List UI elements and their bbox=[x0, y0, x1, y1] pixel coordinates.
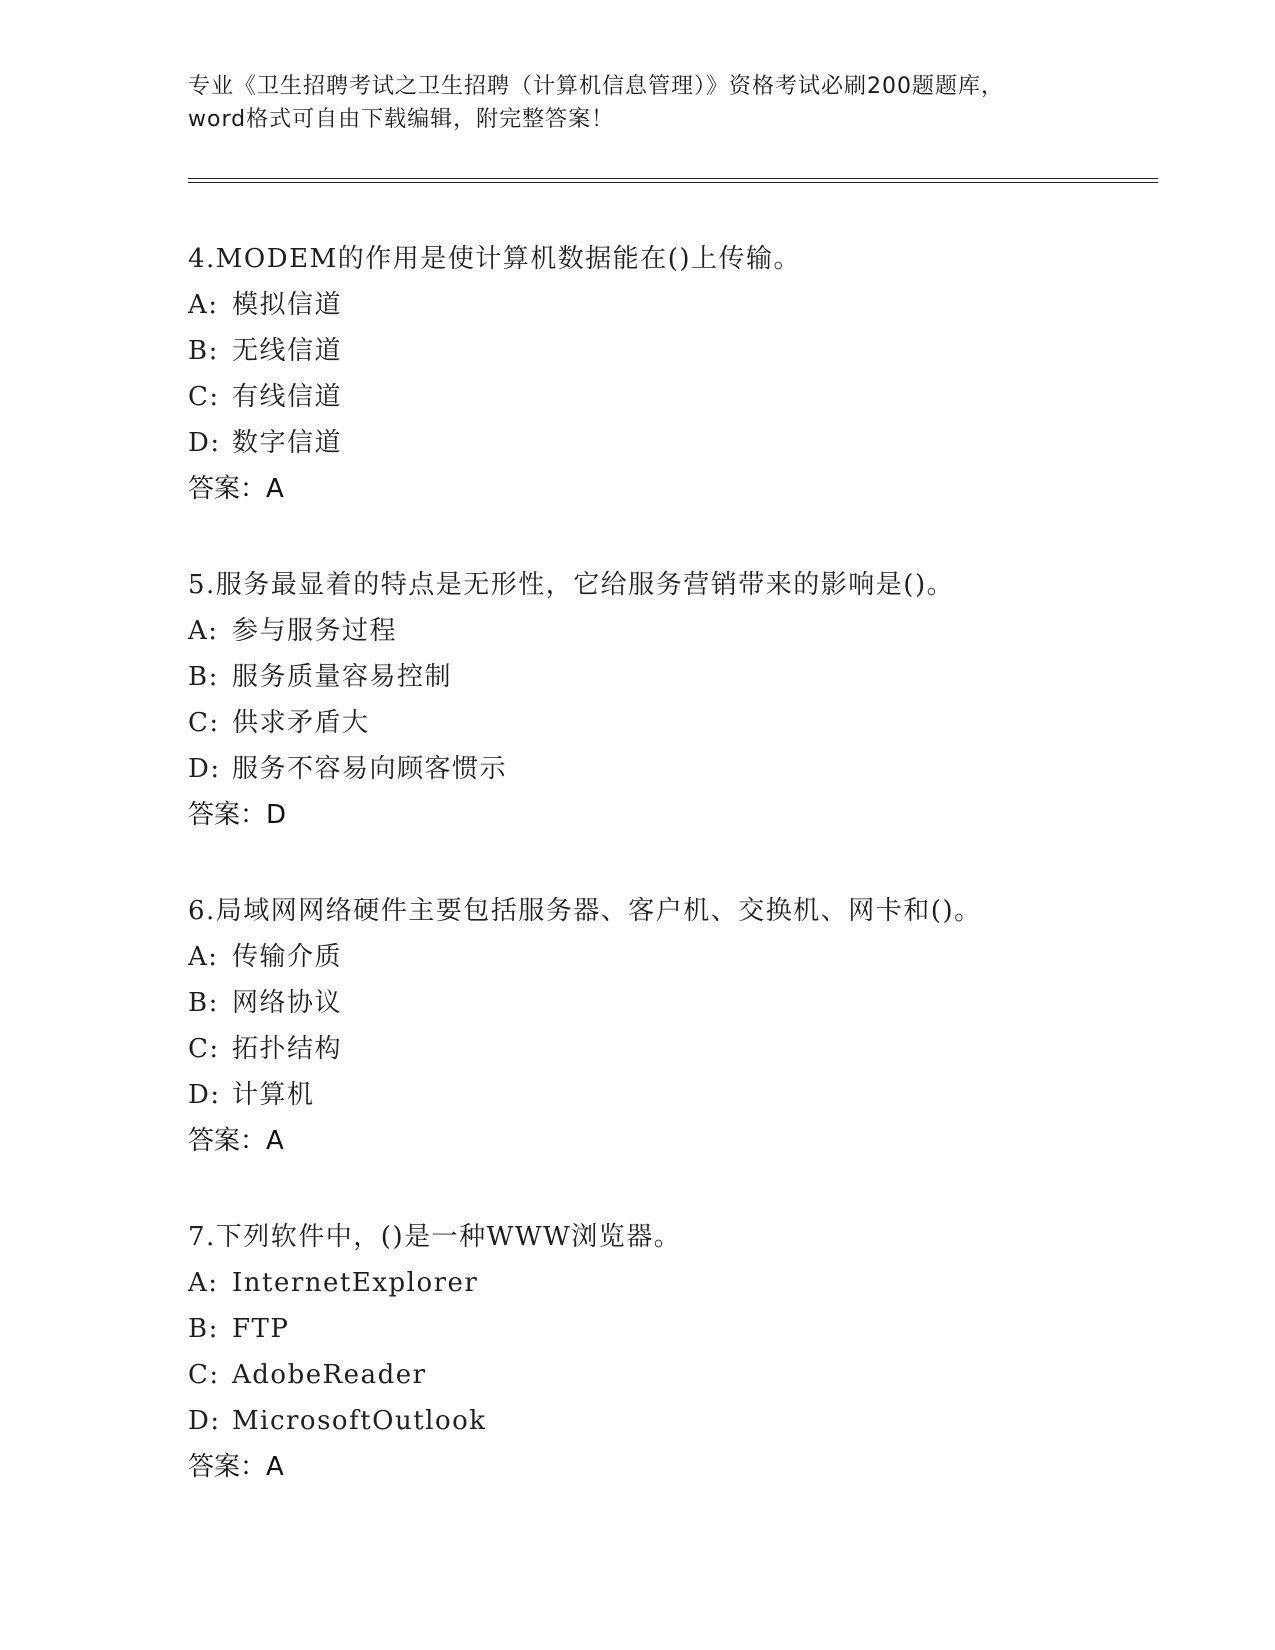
option-a bbox=[188, 934, 1148, 980]
answer-line: 答案：D bbox=[188, 800, 287, 830]
option-c bbox=[188, 1352, 1148, 1398]
option-text: 数字信道 bbox=[232, 428, 343, 458]
option-letter: A: bbox=[188, 616, 219, 646]
header-divider-top bbox=[188, 178, 1158, 179]
option-d bbox=[188, 1072, 1148, 1118]
option-text: 无线信道 bbox=[232, 336, 343, 366]
question-stem: 4.MODEM的作用是使计算机数据能在()上传输。 bbox=[188, 244, 801, 274]
option-text: 拓扑结构 bbox=[232, 1034, 343, 1064]
option-text: 模拟信道 bbox=[232, 290, 343, 320]
option-letter: A: bbox=[188, 942, 219, 972]
question-7 bbox=[188, 1214, 1148, 1490]
option-a bbox=[188, 1260, 1148, 1306]
option-d bbox=[188, 1398, 1148, 1444]
question-stem: 7.下列软件中，()是一种WWW浏览器。 bbox=[188, 1222, 682, 1252]
answer-line: 答案：A bbox=[188, 1126, 284, 1156]
answer-line: 答案：A bbox=[188, 474, 284, 504]
option-text: AdobeReader bbox=[232, 1360, 427, 1390]
option-b bbox=[188, 328, 1148, 374]
question-list bbox=[188, 236, 1148, 1540]
header-title-line-1: 专业《卫生招聘考试之卫生招聘（计算机信息管理）》资格考试必刷200题题库， bbox=[188, 74, 1004, 99]
option-d bbox=[188, 420, 1148, 466]
option-text: 供求矛盾大 bbox=[232, 708, 370, 738]
question-6 bbox=[188, 888, 1148, 1164]
answer-line: 答案：A bbox=[188, 1452, 284, 1482]
option-letter: D: bbox=[188, 754, 221, 784]
option-text: MicrosoftOutlook bbox=[232, 1406, 487, 1436]
option-text: 计算机 bbox=[232, 1080, 315, 1110]
option-b bbox=[188, 654, 1148, 700]
option-letter: B: bbox=[188, 1314, 219, 1344]
option-text: 有线信道 bbox=[232, 382, 343, 412]
option-letter: C: bbox=[188, 708, 220, 738]
option-letter: B: bbox=[188, 988, 219, 1018]
option-d bbox=[188, 746, 1148, 792]
option-letter: B: bbox=[188, 336, 219, 366]
question-5 bbox=[188, 562, 1148, 838]
question-stem: 6.局域网网络硬件主要包括服务器、客户机、交换机、网卡和()。 bbox=[188, 896, 982, 926]
option-text: 服务质量容易控制 bbox=[232, 662, 453, 692]
option-c bbox=[188, 374, 1148, 420]
option-letter: C: bbox=[188, 1360, 220, 1390]
question-4 bbox=[188, 236, 1148, 512]
question-stem: 5.服务最显着的特点是无形性，它给服务营销带来的影响是()。 bbox=[188, 570, 955, 600]
header-title-line-2: word格式可自由下载编辑，附完整答案！ bbox=[188, 107, 615, 132]
option-text: InternetExplorer bbox=[232, 1268, 479, 1298]
document-header bbox=[188, 70, 1088, 136]
option-a bbox=[188, 282, 1148, 328]
option-letter: D: bbox=[188, 1406, 221, 1436]
option-c bbox=[188, 1026, 1148, 1072]
option-text: 服务不容易向顾客惯示 bbox=[232, 754, 508, 784]
option-text: 传输介质 bbox=[232, 942, 343, 972]
option-b bbox=[188, 1306, 1148, 1352]
option-text: 参与服务过程 bbox=[232, 616, 398, 646]
option-letter: D: bbox=[188, 428, 221, 458]
option-a bbox=[188, 608, 1148, 654]
option-letter: A: bbox=[188, 1268, 219, 1298]
option-letter: C: bbox=[188, 1034, 220, 1064]
option-letter: B: bbox=[188, 662, 219, 692]
option-letter: D: bbox=[188, 1080, 221, 1110]
option-text: FTP bbox=[232, 1314, 290, 1344]
option-text: 网络协议 bbox=[232, 988, 343, 1018]
option-letter: C: bbox=[188, 382, 220, 412]
option-letter: A: bbox=[188, 290, 219, 320]
option-c bbox=[188, 700, 1148, 746]
header-divider-bottom bbox=[188, 182, 1158, 183]
option-b bbox=[188, 980, 1148, 1026]
